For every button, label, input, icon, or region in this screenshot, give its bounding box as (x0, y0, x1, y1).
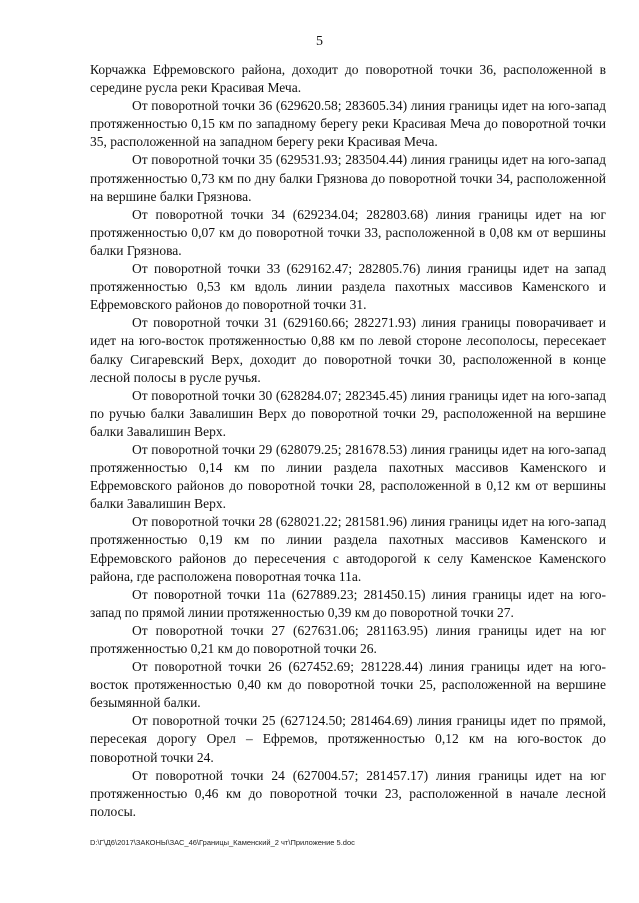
paragraph: От поворотной точки 24 (627004.57; 281457.17) линия границы идет на юг протяженностью 0,46 км до поворотной точки 23, расположенной в начале лесной полосы. (90, 767, 606, 819)
paragraph: От поворотной точки 31 (629160.66; 282271.93) линия границы поворачивает и идет на юго-восток протяженностью 0,88 км по левой стороне лесополосы, пересекает балку Сигаревский Верх, доходит до поворотной точки 30, расположенной в конце лесной полосы в русле ручья. (90, 315, 606, 385)
paragraph: От поворотной точки 27 (627631.06; 281163.95) линия границы идет на юг протяженностью 0,21 км до поворотной точки 26. (90, 622, 606, 656)
paragraph: От поворотной точки 35 (629531.93; 283504.44) линия границы идет на юго-запад протяженностью 0,73 км по дну балки Грязнова до поворотной точки 34, расположенной на вершине балки Грязнова. (90, 152, 606, 204)
paragraph: От поворотной точки 33 (629162.47; 282805.76) линия границы идет на запад протяженностью 0,53 км вдоль линии раздела пахотных массивов Каменского и Ефремовского районов до поворотной точки 31. (90, 261, 606, 313)
paragraph: От поворотной точки 11а (627889.23; 281450.15) линия границы идет на юго-запад по прямой линии протяженностью 0,39 км до поворотной точки 27. (90, 586, 606, 620)
document-body (90, 61, 606, 821)
paragraph: Корчажка Ефремовского района, доходит до поворотной точки 36, расположенной в середине русла реки Красивая Меча. (90, 62, 606, 96)
paragraph: От поворотной точки 34 (629234.04; 282803.68) линия границы идет на юг протяженностью 0,07 км до поворотной точки 33, расположенной в 0,08 км от вершины балки Грязнова. (90, 206, 606, 258)
paragraph: От поворотной точки 25 (627124.50; 281464.69) линия границы идет по прямой, пересекая дорогу Орел – Ефремов, протяженностью 0,12 км на юго-восток до поворотной точки 24. (90, 713, 606, 765)
page-number: 5 (316, 34, 323, 49)
paragraph: От поворотной точки 36 (629620.58; 283605.34) линия границы идет на юго-запад протяженностью 0,15 км по западному берегу реки Красивая Меча до поворотной точки 35, расположенной на западном берегу реки Красивая Меча. (90, 98, 606, 150)
paragraph: От поворотной точки 28 (628021.22; 281581.96) линия границы идет на юго-запад протяженностью 0,19 км по линии раздела пахотных массивов Каменского и Ефремовского районов до пересечения с автодорогой к селу Каменское Каменского района, где расположена поворотная точка 11а. (90, 514, 606, 584)
paragraph: От поворотной точки 30 (628284.07; 282345.45) линия границы идет на юго-запад по ручью балки Завалишин Верх до поворотной точки 29, расположенной на вершине балки Завалишин Верх. (90, 387, 606, 439)
paragraph: От поворотной точки 26 (627452.69; 281228.44) линия границы идет на юго-восток протяженностью 0,40 км до поворотной точки 25, расположенной на вершине безымянной балки. (90, 659, 606, 711)
paragraph: От поворотной точки 29 (628079.25; 281678.53) линия границы идет на юго-запад протяженностью 0,14 км по линии раздела пахотных массивов Каменского и Ефремовского районов до поворотной точки 28, расположенной в 0,12 км от вершины балки Завалишин Верх. (90, 441, 606, 512)
footer-file-path: D:\Г\Д6\2017\ЗАКОНЫ\ЗАС_46\Границы_Каменский_2 чт\Приложение 5.doc (90, 838, 355, 847)
